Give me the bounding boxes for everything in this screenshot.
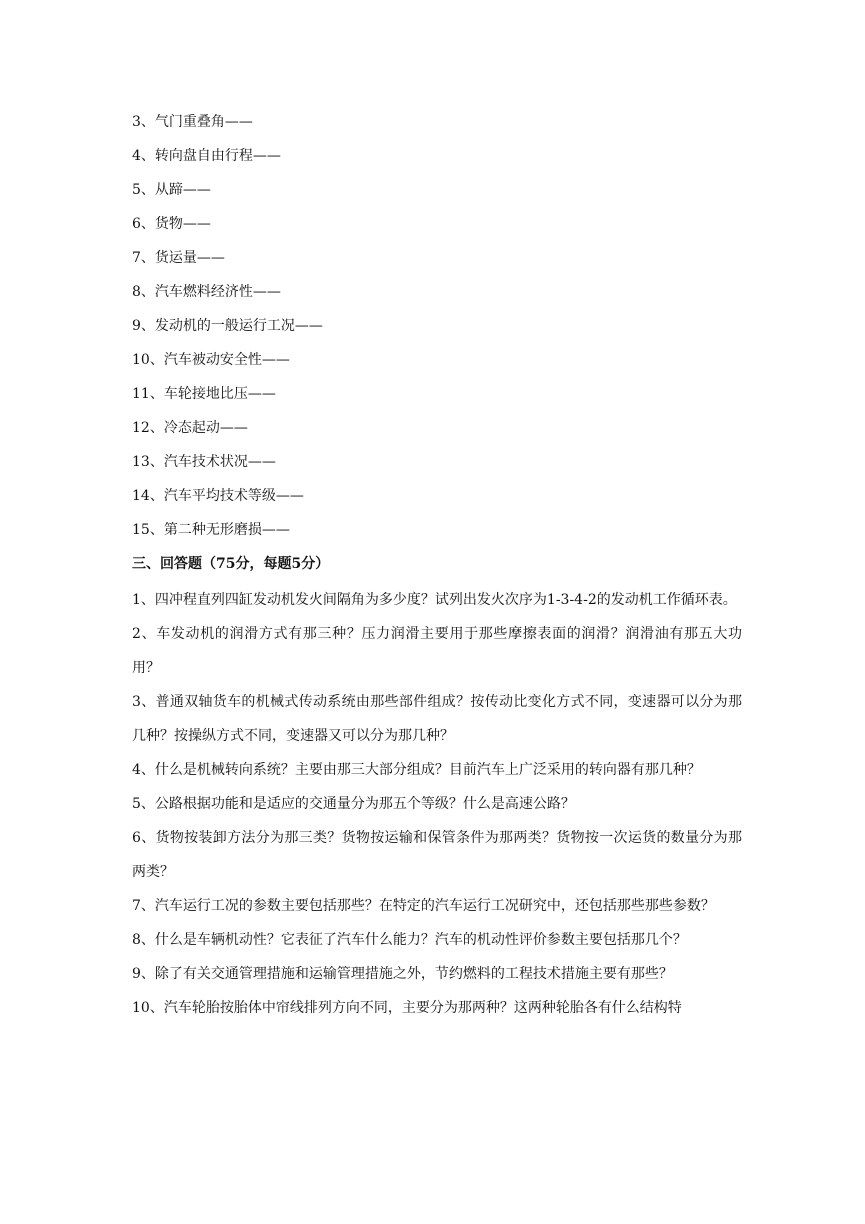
term-item: 14、汽车平均技术等级—— xyxy=(132,488,304,504)
question-item: 8、什么是车辆机动性？它表征了汽车什么能力？汽车的机动性评价参数主要包括那几个？ xyxy=(132,932,687,948)
question-item: 10、汽车轮胎按胎体中帘线排列方向不同，主要分为那两种？这两种轮胎各有什么结构特 xyxy=(132,1000,682,1016)
question-item: 1、四冲程直列四缸发动机发火间隔角为多少度？试列出发火次序为1-3-4-2的发动机工作循环表。 xyxy=(132,592,737,608)
term-item: 15、第二种无形磨损—— xyxy=(132,522,290,538)
term-item: 7、货运量—— xyxy=(132,250,225,266)
term-item: 3、气门重叠角—— xyxy=(132,114,253,130)
term-item: 8、汽车燃料经济性—— xyxy=(132,284,281,300)
term-item: 9、发动机的一般运行工况—— xyxy=(132,318,323,334)
term-item: 6、货物—— xyxy=(132,216,211,232)
term-item: 13、汽车技术状况—— xyxy=(132,454,276,470)
question-item: 5、公路根据功能和是适应的交通量分为那五个等级？什么是高速公路？ xyxy=(132,796,575,812)
question-item: 3、普通双轴货车的机械式传动系统由那些部件组成？按传动比变化方式不同，变速器可以分为那几种？按操纵方式不同，变速器又可以分为那几种？ xyxy=(132,694,742,744)
term-item: 10、汽车被动安全性—— xyxy=(132,352,290,368)
question-item: 4、什么是机械转向系统？主要由那三大部分组成？目前汽车上广泛采用的转向器有那几种？ xyxy=(132,762,701,778)
term-item: 11、车轮接地比压—— xyxy=(132,386,276,402)
term-item: 12、冷态起动—— xyxy=(132,420,248,436)
question-item: 6、货物按装卸方法分为那三类？货物按运输和保管条件为那两类？货物按一次运货的数量分为那两类？ xyxy=(132,830,742,880)
term-item: 5、从蹄—— xyxy=(132,182,211,198)
section-title: 三、回答题（75分，每题5分） xyxy=(132,556,330,572)
question-item: 2、车发动机的润滑方式有那三种？压力润滑主要用于那些摩擦表面的润滑？润滑油有那五大功用？ xyxy=(132,626,742,676)
question-item: 7、汽车运行工况的参数主要包括那些？在特定的汽车运行工况研究中，还包括那些那些参数？ xyxy=(132,898,715,914)
question-item: 9、除了有关交通管理措施和运输管理措施之外，节约燃料的工程技术措施主要有那些？ xyxy=(132,966,673,982)
document-body xyxy=(132,111,742,1025)
term-item: 4、转向盘自由行程—— xyxy=(132,148,281,164)
